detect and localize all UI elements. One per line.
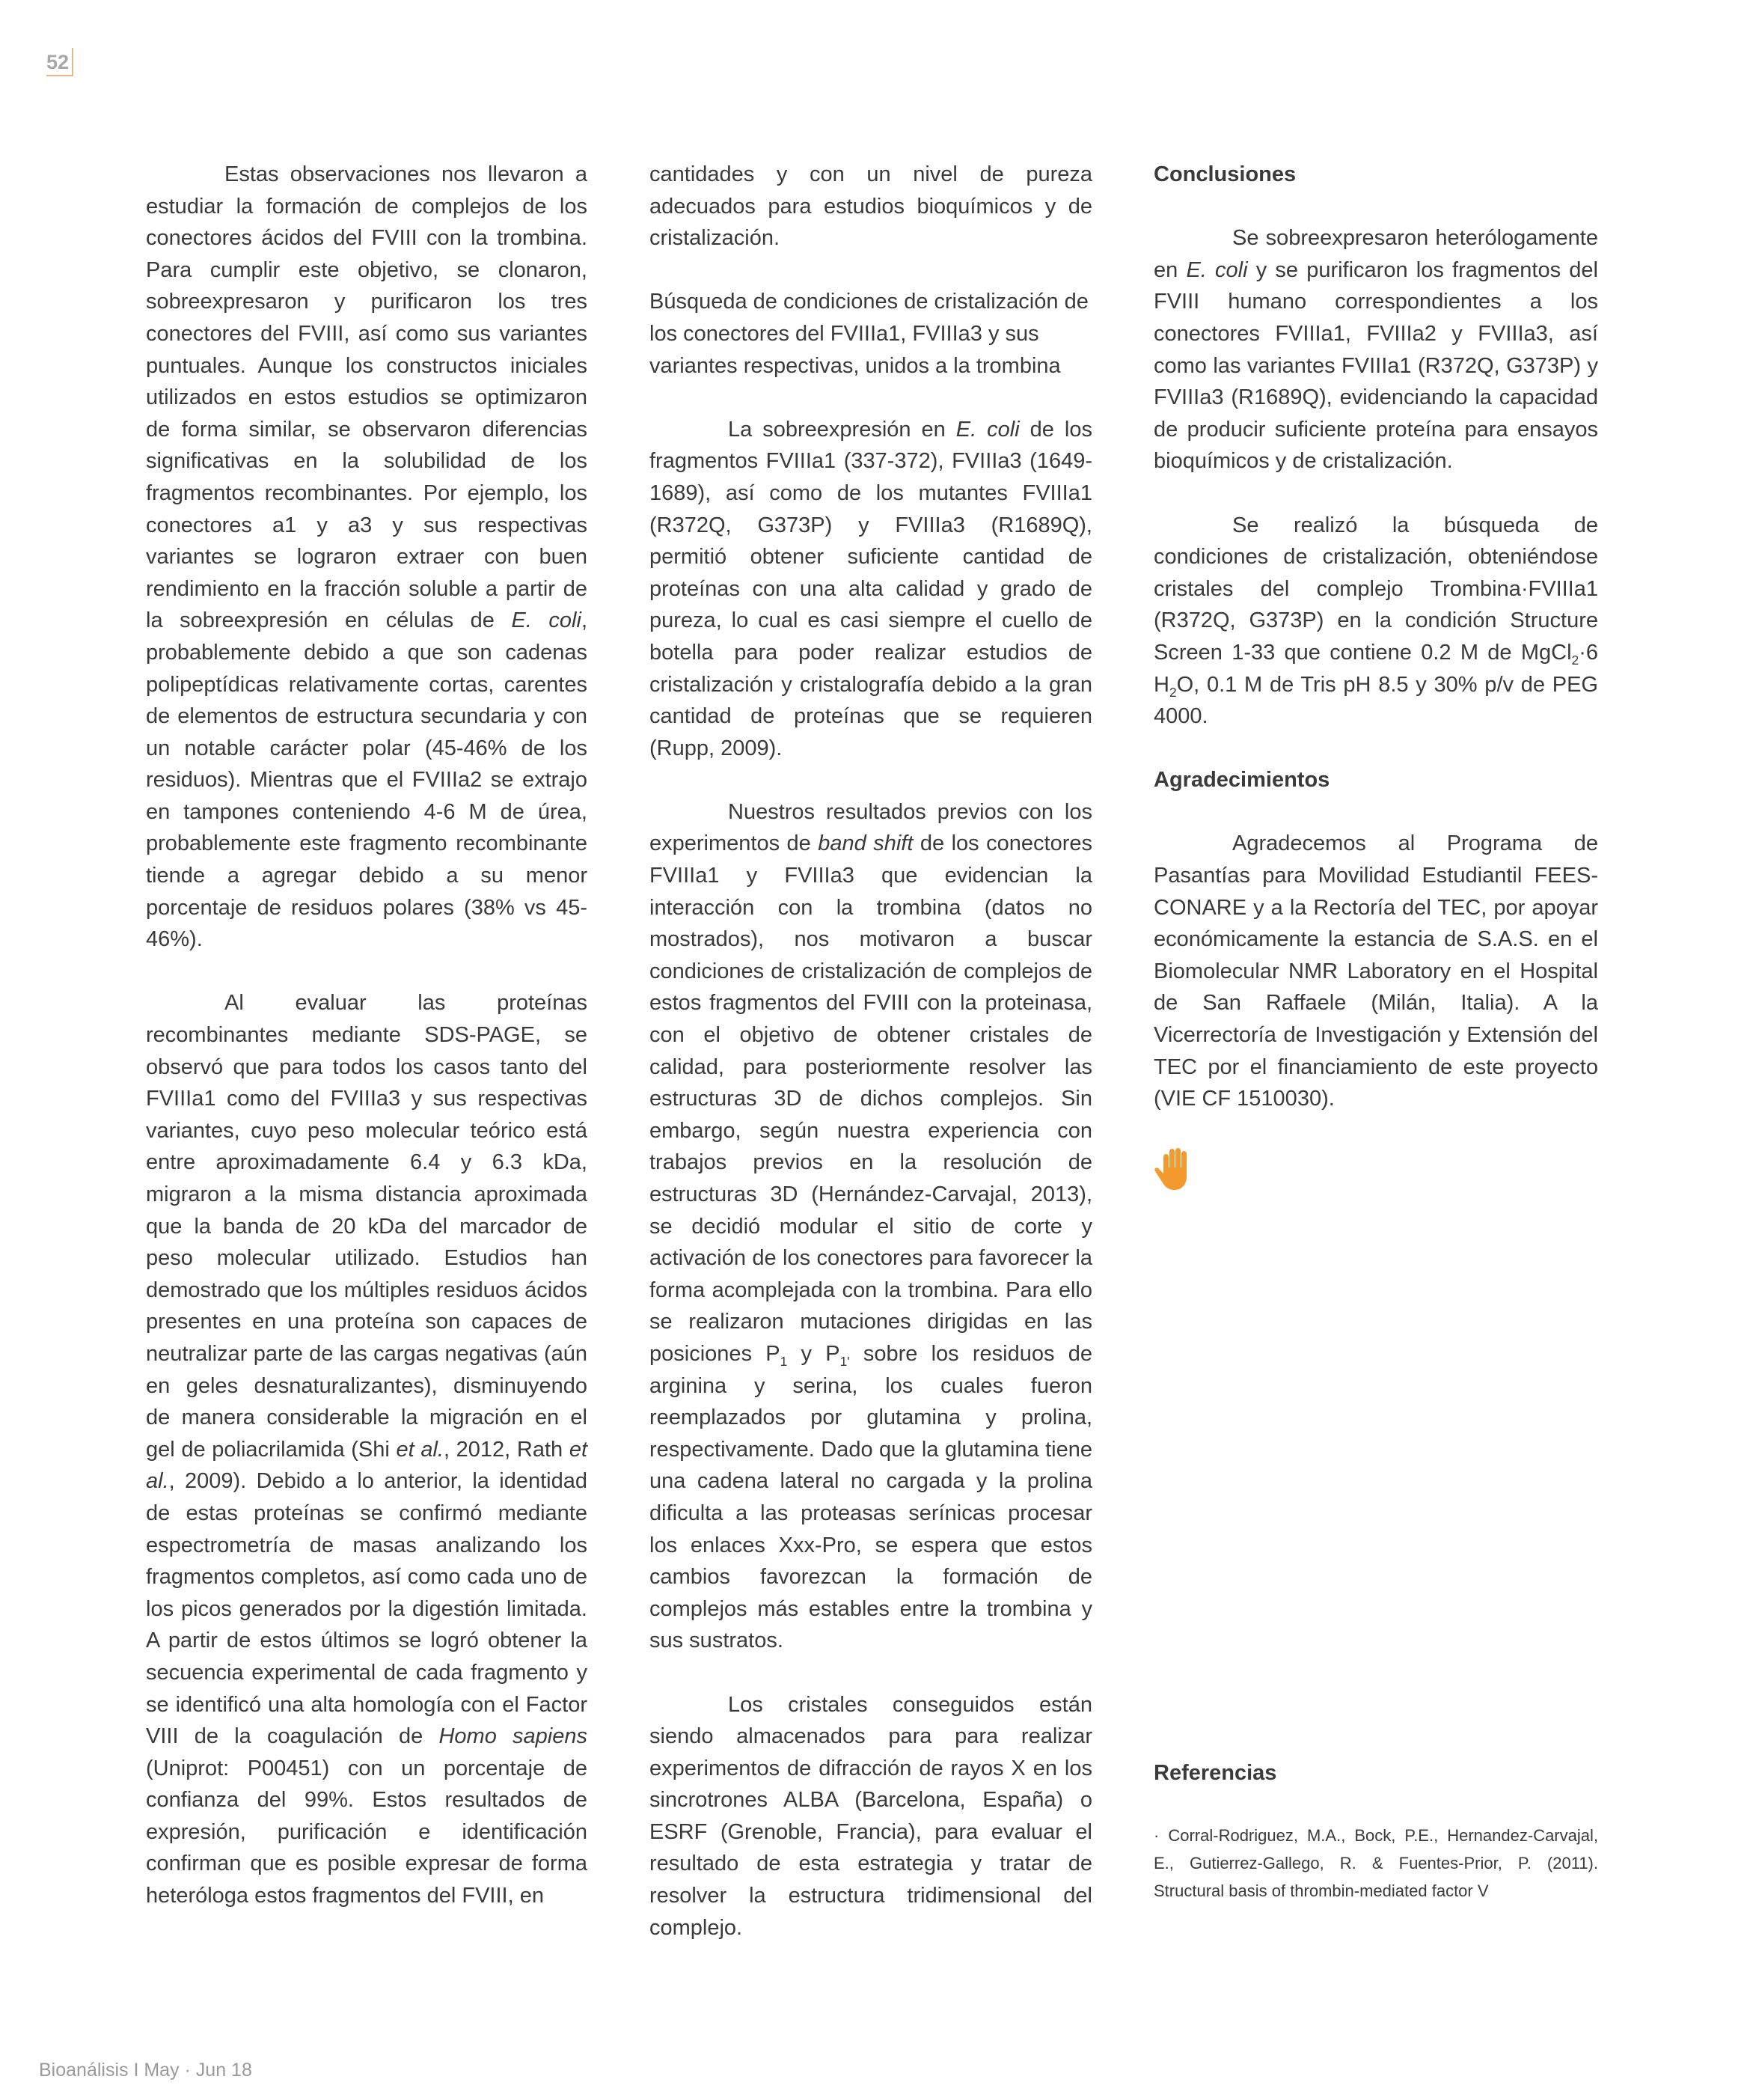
page-number: 52 <box>46 48 73 76</box>
text-run: , 2012, Rath <box>443 1437 569 1462</box>
subscript: 1' <box>839 1353 850 1369</box>
italic-run: band shift <box>818 831 914 856</box>
text-run: y P <box>787 1341 840 1366</box>
subscript: 2 <box>1169 684 1177 700</box>
reference-item: · Corral-Rodriguez, M.A., Bock, P.E., Hernandez-Carvajal, E., Gutierrez-Gallego, R. & Fuentes-Prior, P. (2011). Structural basis of thrombin-mediated factor V <box>1154 1825 1598 1900</box>
hand-icon <box>1154 1147 1196 1191</box>
col1-paragraph-2 <box>146 987 587 1911</box>
text-run: , 2009). Debido a lo anterior, la identidad de estas proteínas se confirmó mediante espectrometría de masas analizando los fragmentos completos, así como cada uno de los picos generados por la digestión limitada. A partir de estos últimos se logró obtener la secuencia experimental de cada fragmento y se identificó una alta homología con el Factor VIII de la coagulación de <box>146 1469 587 1749</box>
text-run: Nuestros resultados previos con los experimentos de <box>649 799 1092 856</box>
text-run: , probablemente debido a que son cadenas polipeptídicas relativamente cortas, carentes de elementos de estructura secundaria y con un notable carácter polar (45-46% de los residuos). Mientras que el FVIIIa2 se extrajo en tampones conteniendo 4-6 M de úrea, probablemente este fragmento recombinante tiende a agregar debido a su menor porcentaje de residuos polares (38% vs 45-46%). <box>146 608 587 952</box>
text-run: ·6 H <box>1154 640 1598 697</box>
acknowledgements-paragraph: Agradecemos al Programa de Pasantías para Movilidad Estudiantil FEES-CONARE y a la Rectoría del TEC, por apoyar económicamente la estancia de S.A.S. en el Biomolecular NMR Laboratory en el Hospital de San Raffaele (Milán, Italia). A la Vicerrectoría de Investigación y Extensión del TEC por el financiamiento de este proyecto (VIE CF 1510030). <box>1154 831 1598 1111</box>
col1-paragraph-1 <box>146 159 587 956</box>
text-run: Al evaluar las proteínas recombinantes mediante SDS-PAGE, se observó que para todos los casos tanto del FVIIIa1 como del FVIIIa3 y sus respectivas variantes, cuyo peso molecular teórico está entre aproximadamente 6.4 y 6.3 kDa, migraron a la misma distancia aproximada que la banda de 20 kDa del marcador de peso molecular utilizado. Estudios han demostrado que los múltiples residuos ácidos presentes en una proteína son capaces de neutralizar parte de las cargas negativas (aún en geles desnaturalizantes), disminuyendo de manera considerable la migración en el gel de poliacrilamida (Shi <box>146 991 587 1462</box>
spacer <box>1154 1191 1598 1757</box>
text-run: Se realizó la búsqueda de condiciones de cristalización, obteniéndose cristales del complejo Trombina·FVIIIa1 (R372Q, G373P) en la condición Structure Screen 1-33 que contiene 0.2 M de MgCl <box>1154 513 1598 665</box>
hand-icon-graphic <box>1154 1147 1196 1191</box>
italic-run: Homo sapiens <box>438 1724 587 1749</box>
column-1 <box>146 159 587 1912</box>
text-run: Estas observaciones nos llevaron a estudiar la formación de complejos de los conectores ácidos del FVIII con la trombina. Para cumplir este objetivo, se clonaron, sobreexpresaron y purificaron los tres conectores del FVIII, así como sus variantes puntuales. Aunque los constructos iniciales utilizados en estos estudios se optimizaron de forma similar, se observaron diferencias significativas en la solubilidad de los fragmentos recombinantes. Por ejemplo, los conectores a1 y a3 y sus respectivas variantes se lograron extraer con buen rendimiento en la fracción soluble a partir de la sobreexpresión en células de <box>146 162 587 633</box>
italic-run: E. coli <box>511 608 581 633</box>
text-run: (Uniprot: P00451) con un porcentaje de confianza del 99%. Estos resultados de expresión, purificación e identificación confirman que es posible expresar de forma heteróloga estos fragmentos del FVIII, en <box>146 1756 587 1908</box>
italic-run: E. coli <box>955 417 1020 442</box>
text-run: de los conectores FVIIIa1 y FVIIIa3 que evidencian la interacción con la trombina (datos no mostrados), nos motivaron a buscar condiciones de cristalización de complejos de estos fragmentos del FVIII con la proteinasa, con el objetivo de obtener cristales de calidad, para posteriormente resolver las estructuras 3D de dichos complejos. Sin embargo, según nuestra experiencia con trabajos previos en la resolución de estructuras 3D (Hernández-Carvajal, 2013), se decidió modular el sitio de corte y activación de los conectores para favorecer la forma acomplejada con la trombina. Para ello se realizaron mutaciones dirigidas en las posiciones P <box>649 831 1092 1366</box>
conclusion-paragraph-2 <box>1154 510 1598 733</box>
text-run: La sobreexpresión en <box>728 417 956 442</box>
text-run: de los fragmentos FVIIIa1 (337-372), FVIIIa3 (1649-1689), así como de los mutantes FVIIIa1 (R372Q, G373P) y FVIIIa3 (R1689Q), permitió obtener suficiente cantidad de proteínas con una alta calidad y grado de pureza, lo cual es casi siempre el cuello de botella para poder realizar estudios de cristalización y cristalografía debido a la gran cantidad de proteínas que se requieren (Rupp, 2009). <box>649 417 1092 760</box>
heading-conclusiones: Conclusiones <box>1154 162 1297 186</box>
column-3 <box>1154 159 1598 1905</box>
section-heading-busqueda: Búsqueda de condiciones de cristalización de los conectores del FVIIIa1, FVIIIa3 y sus variantes respectivas, unidos a la trombina <box>649 290 1089 378</box>
subscript: 1 <box>780 1353 788 1369</box>
column-2 <box>649 159 1092 1944</box>
col2-paragraph-4 <box>649 796 1092 1657</box>
text-run: sobre los residuos de arginina y serina, los cuales fueron reemplazados por glutamina y prolina, respectivamente. Dado que la glutamina tiene una cadena lateral no cargada y la prolina dificulta a las proteasas serínicas procesar los enlaces Xxx-Pro, se espera que estos cambios favorezcan la formación de complejos más estables entre la trombina y sus sustratos. <box>649 1341 1092 1653</box>
heading-referencias: Referencias <box>1154 1761 1277 1786</box>
subscript: 2 <box>1571 652 1579 668</box>
col2-paragraph-1: cantidades y con un nivel de pureza adecuados para estudios bioquímicos y de cristalización. <box>649 162 1092 251</box>
text-run: Se sobreexpresaron heterólogamente en <box>1154 226 1598 282</box>
col2-paragraph-3 <box>649 414 1092 765</box>
footer-publication: Bioanálisis I May · Jun 18 <box>39 2060 252 2081</box>
italic-run: E. coli <box>1186 257 1248 282</box>
text-run: y se purificaron los fragmentos del FVIII humano correspondientes a los conectores FVIIIa1, FVIIIa2 y FVIIIa3, así como las variantes FVIIIa1 (R372Q, G373P) y FVIIIa3 (R1689Q), evidenciando la capacidad de producir suficiente proteína para ensayos bioquímicos y de cristalización. <box>1154 257 1598 474</box>
italic-run: et al. <box>396 1437 444 1462</box>
col2-paragraph-5: Los cristales conseguidos están siendo almacenados para para realizar experimentos de difracción de rayos X en los sincrotrones ALBA (Barcelona, España) o ESRF (Grenoble, Francia), para evaluar el resultado de esta estrategia y tratar de resolver la estructura tridimensional del complejo. <box>649 1692 1092 1940</box>
conclusion-paragraph-1 <box>1154 222 1598 477</box>
text-run: O, 0.1 M de Tris pH 8.5 y 30% p/v de PEG 4000. <box>1154 672 1598 729</box>
italic-run: et al. <box>146 1437 588 1494</box>
heading-agradecimientos: Agradecimientos <box>1154 768 1330 793</box>
